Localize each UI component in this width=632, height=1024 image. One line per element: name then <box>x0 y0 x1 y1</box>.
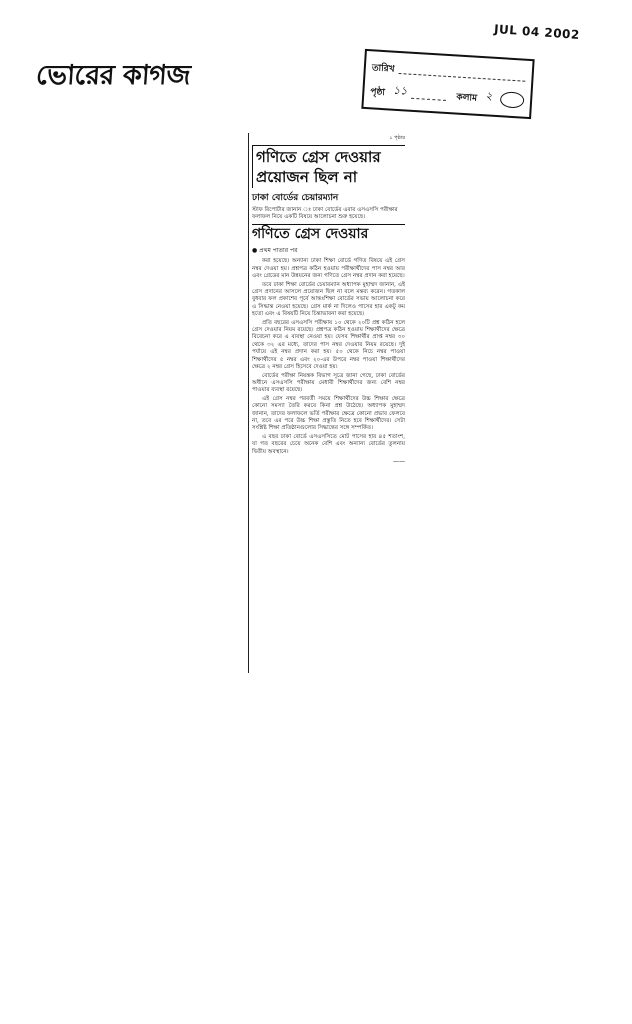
article-paragraph: করা হয়েছে। অন্যান্য ঢাকা শিক্ষা বোর্ডে গণিত বিষয়ে এই গ্রেস নম্বর দেওয়া হয়। প্রশ্নপত্র কঠিন হওয়ায় পরীক্ষার্থীদের পাস নম্বর আর এবং গ্রেডের মান উন্নয়নের জন্য গণিতে গ্রেস নম্বর প্রদান করা হয়েছে। <box>252 258 405 280</box>
newspaper-masthead: ভোরের কাগজ <box>35 60 192 91</box>
article-paragraph: তবে ঢাকা শিক্ষা বোর্ডের চেয়ারম্যান অধ্যাপক মুহাম্মদ জানান, এই গ্রেস প্রদানের আসলে প্রয়োজন ছিল না বলে মন্তব্য করেন। গতকাল বুধবার ফল প্রকাশের পূর্বে আন্তঃশিক্ষা বোর্ডের সভায় আলোচনা করে এ সিদ্ধান্ত নেওয়া হয়েছে। গ্রেস মার্ক না দিলেও পাসের হার একটু কম হতো এবং এ বিষয়টি নিয়ে চিন্তাভাবনা করা হয়েছে। <box>252 281 405 318</box>
continued-top-note: ১ পৃষ্ঠার <box>389 135 405 141</box>
article-lead: স্টাফ রিপোর্টার জানান ঃ ঢাকা বোর্ডের এবার এসএসসি পরীক্ষার ফলাফল নিয়ে একটি বিষয়ে আলোচনা শুরু হয়েছে। <box>252 207 398 221</box>
article-paragraph: এ বছর ঢাকা বোর্ডে এসএসসিতে মোট পাসের হার ৪৫ শতাংশ, যা গত বছরের চেয়ে অনেক বেশি এবং অন্যান্য বোর্ডের তুলনায় দ্বিতীয় অবস্থানে। <box>252 433 405 455</box>
stamp-column-value: ২ <box>484 89 493 103</box>
stamp-page-label: পৃষ্ঠা <box>370 87 386 99</box>
archive-stamp-box <box>361 49 534 119</box>
received-date-stamp: JUL 04 2002 <box>493 22 581 42</box>
stamp-column-circle <box>500 91 525 108</box>
article-headline-line2: প্রয়োজন ছিল না <box>252 168 405 188</box>
article-paragraph: প্রতি বছরের এসএসসি পরীক্ষায় ১০ থেকে ২০টি প্রশ্ন কঠিন হলে গ্রেস দেওয়ার নিয়ম রয়েছে। প্রশ্নপত্র কঠিন হওয়ায় শিক্ষার্থীদের ক্ষেত্রে বিবেচনা করে এ ব্যবস্থা নেওয়া হয়। যেসব শিক্ষার্থীর প্রাপ্ত নম্বর ৩০ থেকে ৩২ এর মধ্যে, তাদের পাস নম্বর দেওয়ার নিয়ম রয়েছে। দুই পর্যায়ে এই নম্বর প্রদান করা হয়। ৫০ থেকে নিচে নম্বর পাওয়া শিক্ষার্থীদের ৫ নম্বর এবং ২০-এর উপরে নম্বর পাওয়া শিক্ষার্থীদের ক্ষেত্রে ২ নম্বর গ্রেস হিসেবে দেওয়া হয়। <box>252 319 405 371</box>
continued-from-note: ● প্রথম পাতার পর <box>252 247 298 255</box>
article-headline: গণিতে গ্রেস দেওয়ার <box>252 145 405 168</box>
stamp-column-label: কলাম <box>456 92 478 104</box>
stamp-page-value: ১১ <box>392 83 408 98</box>
stamp-date-label: তারিখ <box>371 63 395 75</box>
stamp-page-line <box>411 97 446 101</box>
article-end-mark: —— <box>393 457 405 465</box>
continued-headline: গণিতে গ্রেস দেওয়ার <box>252 224 405 243</box>
newspaper-clipping <box>248 133 407 673</box>
stamp-page-row <box>370 79 525 108</box>
article-paragraph: এই গ্রেস নম্বর পরবর্তী সময়ে শিক্ষার্থীদের উচ্চ শিক্ষার ক্ষেত্রে কোনো সমস্যা তৈরি করবে কিনা প্রশ্ন উঠেছে। অধ্যাপক মুহাম্মদ জানান, তাদের ফলাফলে ভর্তি পরীক্ষার ক্ষেত্রে কোনো প্রভাব ফেলবে না, তবে এর পরে উচ্চ শিক্ষা প্রস্তুতি নিতে হবে শিক্ষার্থীদের। সেটা সংশ্লিষ্ট শিক্ষা প্রতিষ্ঠানগুলোর সিদ্ধান্তের সঙ্গে সম্পর্কিত। <box>252 395 405 432</box>
article-paragraph: বোর্ডের পরীক্ষা নিয়ন্ত্রক বিভাগ সূত্রে জানা গেছে, ঢাকা বোর্ডের অধীনে এসএসসি পরীক্ষায় মেধাবী শিক্ষার্থীদের জন্য বেশি নম্বর পাওয়ার ব্যবস্থা রয়েছে। <box>252 372 405 394</box>
stamp-date-line <box>398 72 525 82</box>
article-subheadline: ঢাকা বোর্ডের চেয়ারম্যান <box>252 193 339 203</box>
